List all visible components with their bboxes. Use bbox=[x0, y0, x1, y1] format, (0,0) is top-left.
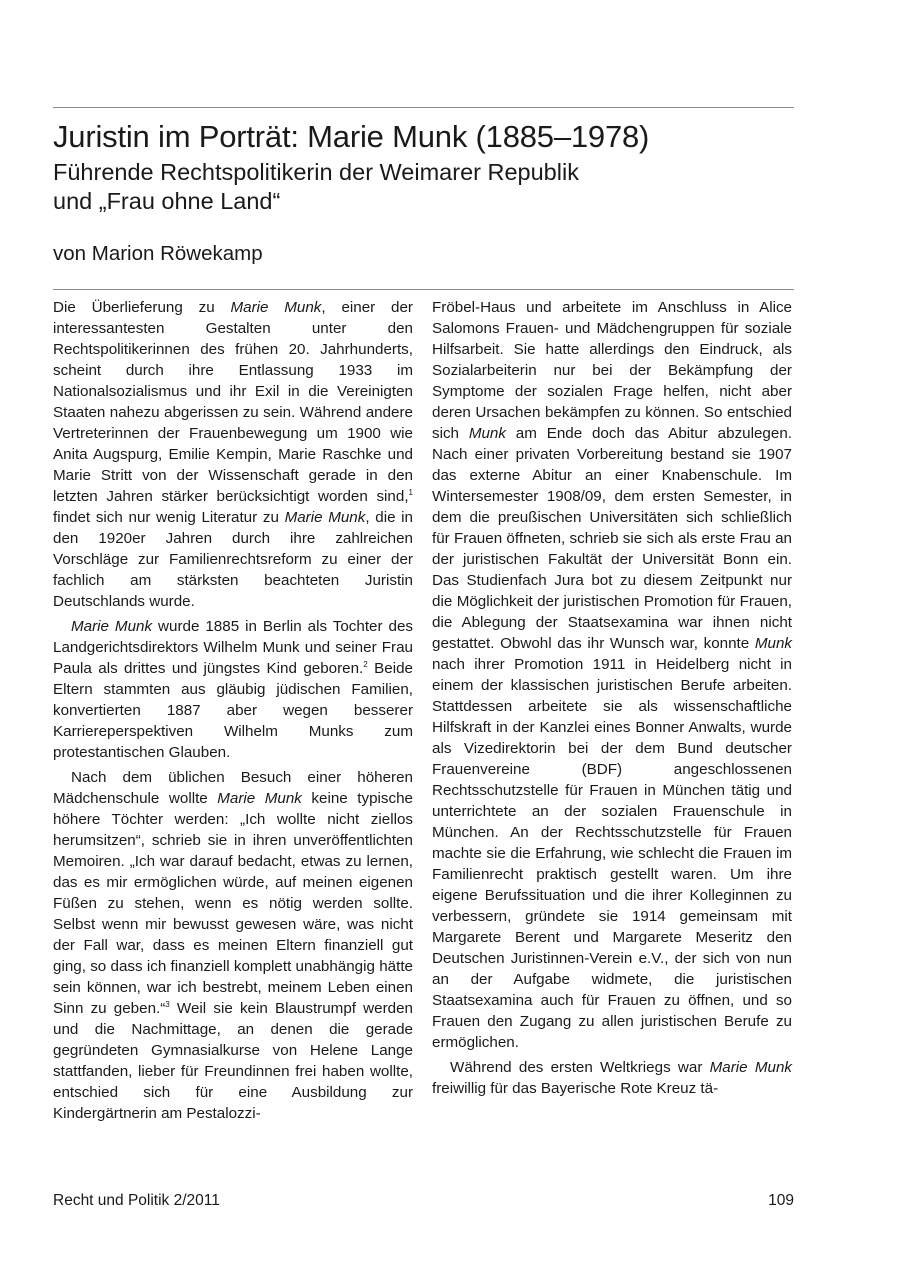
p3-text-c: Weil sie kein Blaustrumpf werden und die Nachmittage, an denen die gerade gegründeten Gymnasialkurse von Helene Lange stattfanden, lieber für Freundinnen frei haben wollte, entschied sich für eine Ausbildung zur Kindergärtnerin am Pestalozzi- bbox=[53, 1000, 413, 1122]
subtitle-line-1: Führende Rechtspolitikerin der Weimarer Republik bbox=[53, 159, 579, 185]
p4-text-a: Fröbel-Haus und arbeitete im Anschluss in Alice Salomons Frauen- und Mädchengruppen für soziale Hilfsarbeit. Sie hatte allerdings den Eindruck, als Sozialarbeiterin nur bei der Bekämpfung der Symptome der sozialen Frage helfen, nicht aber deren Ursachen bekämpfen zu können. So entschied sich bbox=[432, 299, 792, 442]
p2-name: Marie Munk bbox=[71, 618, 153, 635]
article-subtitle bbox=[53, 158, 813, 216]
p1-name-b: Marie Munk bbox=[284, 509, 366, 526]
p4-name-b: Munk bbox=[754, 635, 792, 652]
p1-text-a: Die Überlieferung zu bbox=[53, 299, 231, 316]
p4-text-b: am Ende doch das Abitur abzulegen. Nach einer privaten Vorbereitung bestand sie 1907 das externe Abitur an einer Knabenschule. Im Wintersemester 1908/09, dem ersten Semester, in dem die preußischen Universitäten sich schließlich für Frauen öffneten, schrieb sie sich als erste Frau an der juristischen Fakultät der Universität Bonn ein. Das Studienfach Jura bot zu diesem Zeitpunkt nur die Möglichkeit der juristischen Promotion für Frauen, die Ablegung der Staatsexamina war ihnen nicht gestattet. Obwohl das ihr Wunsch war, konnte bbox=[432, 425, 792, 652]
header-rule-bottom bbox=[53, 289, 794, 290]
p4-text-c: nach ihrer Promotion 1911 in Heidelberg nicht in einem der klassischen juristischen Berufe arbeiten. Stattdessen arbeitete sie als wissenschaftliche Hilfskraft in der Kanzlei eines Bonner Anwalts, wurde als Vizedirektorin bei der dem Bund deutscher Frauenvereine (BDF) angeschlossenen Rechtsschutzstelle für Frauen in München tätig und unterrichtete an der sozialen Frauenschule in München. An der Rechtsschutzstelle für Frauen machte sie die Erfahrung, wie schlecht die Frauen im Familienrecht praktisch gestellt waren. Um ihre eigene Berufssituation und die ihrer Kolleginnen zu verbessern, gründete sie 1914 gemeinsam mit Margarete Berent und Margarete Meseritz den Deutschen Juristinnen-Verein e.V., der sich von nun an der Aufgabe widmete, die juristischen Staatsexamina auch für Frauen zu öffnen, und so Frauen den Zugang zu allen juristischen Berufe zu ermöglichen. bbox=[432, 656, 792, 1051]
footnote-ref-1[interactable]: 1 bbox=[408, 487, 413, 497]
article-title: Juristin im Porträt: Marie Munk (1885–1978) bbox=[53, 119, 650, 154]
header-rule-top bbox=[53, 107, 794, 108]
p2-text-b: Beide Eltern stammten aus gläubig jüdischen Familien, konvertierten 1887 aber wegen besserer Karriereperspektiven Wilhelm Munks zum protestantischen Glauben. bbox=[53, 660, 413, 761]
p3-text-b: keine typische höhere Töchter werden: „Ich wollte nicht ziellos herumsitzen“, schrieb sie in ihren unveröffentlichten Memoiren. „Ich war darauf bedacht, etwas zu lernen, das es mir ermöglichen würde, auf meinen eigenen Füßen zu stehen, wenn es nötig werden sollte. Selbst wenn mir bewusst gewesen wäre, was nicht der Fall war, dass es meinen Eltern finanziell gut ging, so dass ich finanziell komplett unabhängig hätte sein können, war ich bestrebt, meinem Leben einen Sinn zu geben.“ bbox=[53, 790, 413, 1017]
footnote-ref-2[interactable]: 2 bbox=[363, 659, 368, 669]
p1-text-b: , einer der interessantesten Gestalten unter den Rechtspolitikerinnen des frühen 20. Jahrhunderts, scheint durch ihre Entlassung 1933 im Nationalsozialismus und ihr Exil in die Vereinigten Staaten nahezu abgerissen zu sein. Während andere Vertreterinnen der Frauenbewegung um 1900 wie Anita Augspurg, Emilie Kempin, Marie Raschke und Marie Stritt von der Wissenschaft gerade in den letzten Jahren stärker berücksichtigt worden sind, bbox=[53, 299, 413, 505]
p5-text-b: freiwillig für das Bayerische Rote Kreuz tä- bbox=[432, 1080, 719, 1097]
page-number: 109 bbox=[768, 1192, 794, 1209]
footnote-ref-3[interactable]: 3 bbox=[165, 999, 170, 1009]
paragraph-1 bbox=[53, 297, 413, 612]
journal-footer: Recht und Politik 2/2011 bbox=[53, 1192, 220, 1209]
text-column-right bbox=[432, 297, 792, 1099]
paragraph-4 bbox=[432, 297, 792, 1053]
p4-name-a: Munk bbox=[468, 425, 506, 442]
p2-text-a: wurde 1885 in Berlin als Tochter des Landgerichtsdirektors Wilhelm Munk und seiner Frau Paula als drittes und jüngstes Kind geboren. bbox=[53, 618, 413, 677]
p1-text-c: findet sich nur wenig Literatur zu bbox=[53, 509, 285, 526]
paragraph-2 bbox=[53, 616, 413, 763]
p3-name: Marie Munk bbox=[217, 790, 302, 807]
p1-text-d: , die in den 1920er Jahren durch ihre zahlreichen Vorschläge zur Familienrechtsreform zu einer der fachlich am stärksten beachteten Juristin Deutschlands wurde. bbox=[53, 509, 414, 610]
p1-name-a: Marie Munk bbox=[230, 299, 322, 316]
p5-name: Marie Munk bbox=[709, 1059, 792, 1076]
p5-text-a: Während des ersten Weltkriegs war bbox=[450, 1059, 710, 1076]
p3-text-a: Nach dem üblichen Besuch einer höheren Mädchenschule wollte bbox=[53, 769, 413, 807]
paragraph-5 bbox=[432, 1057, 792, 1099]
subtitle-line-2: und „Frau ohne Land“ bbox=[53, 188, 281, 214]
paragraph-3 bbox=[53, 767, 413, 1124]
text-column-left bbox=[53, 297, 413, 1124]
article-author: von Marion Röwekamp bbox=[53, 242, 263, 265]
